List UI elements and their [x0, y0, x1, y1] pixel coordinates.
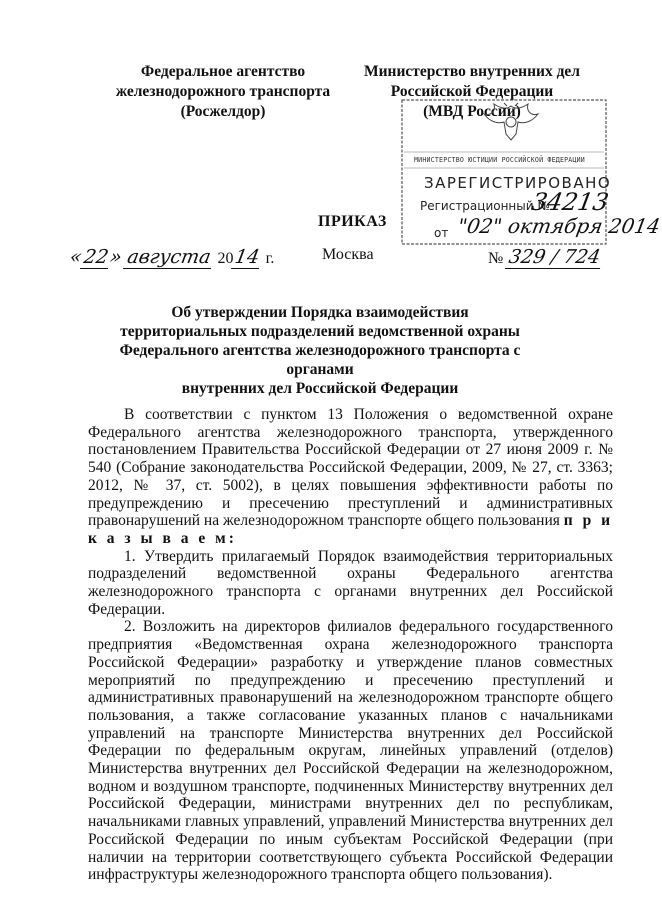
subject-line4: внутренних дел Российской Федерации	[181, 380, 459, 397]
subject-line2: территориальных подразделений ведомственной охраны	[120, 323, 520, 340]
issuer-ministry-line1: Министерство внутренних дел	[364, 63, 580, 80]
stamp-registered-label: ЗАРЕГИСТРИРОВАНО	[424, 174, 612, 192]
item-1-paragraph: 1. Утвердить прилагаемый Порядок взаимодействия территориальных подразделений ведомственной охраны Федерального агентства железнодорожного транспорта с органами внутренних дел Российской Федерации.	[88, 547, 613, 618]
stamp-ministry-text: МИНИСТЕРСТВО ЮСТИЦИИ РОССИЙСКОЙ ФЕДЕРАЦИИ	[414, 156, 585, 164]
order-body	[88, 406, 613, 884]
order-number-label: №	[488, 250, 504, 267]
stamp-reg-date-label: от	[434, 226, 449, 240]
order-city: Москва	[322, 246, 374, 263]
subject-line3: Федерального агентства железнодорожного транспорта с органами	[119, 342, 521, 378]
item-2-paragraph: 2. Возложить на директоров филиалов федерального государственного предприятия «Ведомственная охрана железнодорожного транспорта Российской Федерации» разработку и утверждение планов совместных мероприятий по предупреждению и пресечению преступлений и административных правонарушений на железнодорожном транспорте общего пользования, а также согласование указанных планов с начальниками управлений на транспорте Министерства внутренних дел Российской Федерации по федеральным округам, линейных управлений (отделов) Министерства внутренних дел Российской Федерации на железнодорожном, водном и воздушном транспорте, подчиненных Министерству внутренних дел Российской Федерации, министрами внутренних дел по республикам, начальниками главных управлений, управлений Министерства внутренних дел Российской Федерации по иным субъектам Российской Федерации (при наличии на территории соответствующего субъекта Российской Федерации инфраструктуры железнодорожного транспорта общего пользования).	[88, 618, 613, 884]
preamble-text: В соответствии с пунктом 13 Положения о ведомственной охране Федерального агентства железнодорожного транспорта, утвержденного постановлением Правительства Российской Федерации от 27 июня 2009 г. № 540 (Собрание законодательства Российской Федерации, 2009, № 27, ст. 3363; 2012, № 37, ст. 5002), в целях повышения эффективности работы по предупреждению и пресечению преступлений и административных правонарушений на железнодорожном транспорте общего пользования	[88, 406, 613, 530]
order-number	[488, 246, 602, 269]
eagle-emblem-icon	[476, 100, 546, 144]
order-number-value: 329 / 724	[505, 246, 604, 269]
registration-stamp	[400, 98, 662, 246]
order-date	[70, 246, 274, 269]
issuer-agency-block	[108, 62, 338, 122]
issuer-agency-line2: железнодорожного транспорта	[115, 83, 331, 100]
date-open-quote: «	[68, 246, 84, 268]
stamp-reg-number-label: Регистрационный №	[420, 199, 550, 213]
preamble-paragraph	[88, 406, 613, 548]
issuer-ministry-line2: Российской Федерации	[390, 83, 554, 100]
date-year-suffix: 14	[231, 246, 263, 269]
issuer-ministry-line3: (МВД России)	[423, 103, 521, 120]
order-word: п р и к а з ы в а е м:	[88, 512, 614, 547]
issuer-agency-line3: (Росжелдор)	[180, 103, 266, 120]
stamp-reg-number-handwritten: 34213	[529, 188, 611, 216]
issuer-agency-line1: Федеральное агентство	[140, 63, 306, 80]
date-close-quote: »	[107, 246, 124, 268]
date-month: августа	[123, 246, 215, 269]
date-year-prefix: 20	[217, 250, 234, 267]
date-year-unit: г.	[265, 250, 275, 267]
subject-line1: Об утверждении Порядка взаимодействия	[171, 304, 469, 321]
stamp-reg-date-handwritten: "02" октября 2014	[455, 214, 662, 238]
order-subject	[100, 303, 540, 398]
document-type-title: ПРИКАЗ	[318, 213, 387, 230]
date-day: 22	[80, 246, 112, 269]
